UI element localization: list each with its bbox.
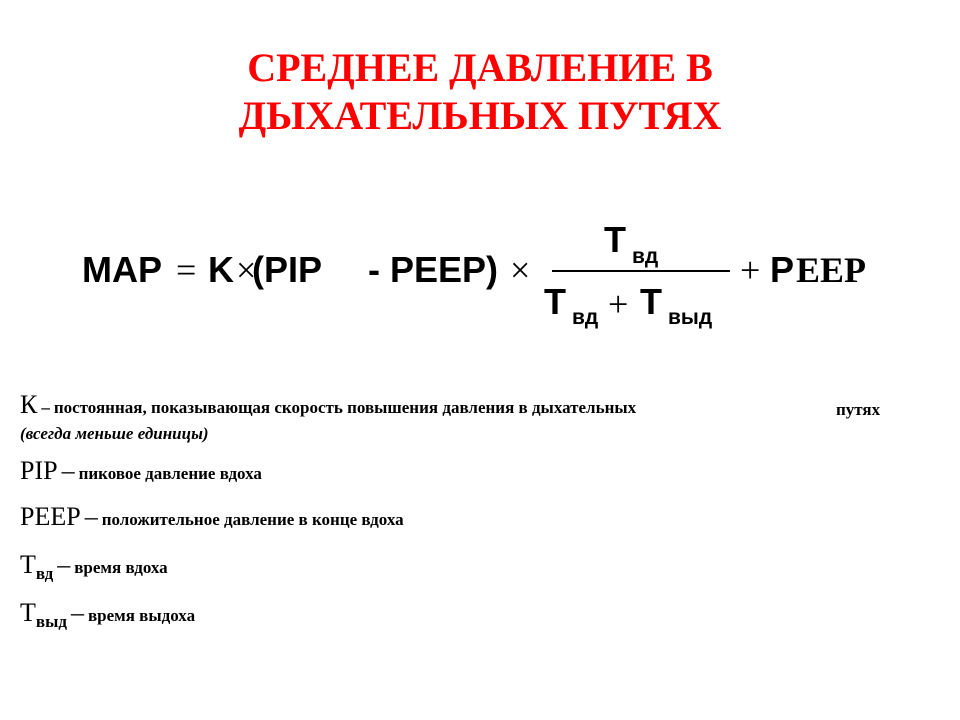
formula-plus: + [740, 250, 761, 290]
title-line-2: ДЫХАТЕЛЬНЫХ ПУТЯХ [238, 93, 722, 138]
legend-k [20, 390, 636, 420]
legend-t-inhale-desc: время вдоха [74, 558, 168, 577]
formula-times-1: × [236, 250, 257, 290]
legend-k-desc: постоянная, показывающая скорость повышения давления в дыхательных [53, 398, 637, 417]
legend-peep-symbol: PEEP [20, 502, 81, 531]
fraction-denominator-plus: + [608, 284, 629, 324]
formula-eep: EEP [796, 250, 867, 290]
formula-times-2: × [510, 250, 531, 290]
formula-peep: PEEP) [390, 249, 499, 290]
legend-t-inhale-dash: – [57, 550, 71, 579]
legend-k-note: (всегда меньше единицы) [20, 424, 209, 443]
formula-map: MAP [82, 249, 162, 290]
legend-peep [20, 502, 404, 532]
formula-equals: = [176, 250, 197, 290]
legend-pip-symbol: PIP [20, 456, 58, 485]
formula-minus: - [368, 249, 380, 290]
formula-k: K [208, 249, 234, 290]
legend-k-symbol: К [20, 390, 38, 419]
fraction-numerator-t: T [604, 219, 626, 260]
fraction-denominator-t2: T [640, 281, 662, 322]
legend-k-dash: – [41, 398, 50, 417]
legend-pip-desc: пиковое давление вдоха [78, 464, 262, 483]
legend-t-exhale-desc: время выдоха [87, 606, 196, 625]
fraction-denominator-t1-sub: вд [572, 306, 599, 329]
legend-k-end [836, 400, 880, 420]
formula-pip: (PIP [252, 249, 323, 290]
formula-p: P [770, 249, 795, 290]
legend-k-note-row [20, 424, 209, 444]
fraction-denominator-t2-sub: выд [668, 306, 713, 329]
legend-peep-dash: – [84, 502, 98, 531]
legend-t-inhale-sub: вд [35, 564, 54, 583]
legend-t-exhale [20, 598, 195, 632]
fraction-bar [552, 270, 730, 272]
legend-t-exhale-symbol: Т [20, 598, 36, 627]
legend-t-inhale [20, 550, 168, 584]
legend-k-desc-end: путях [836, 400, 881, 419]
title-line-1: СРЕДНЕЕ ДАВЛЕНИЕ В [247, 45, 713, 90]
legend-pip [20, 456, 262, 486]
legend-t-inhale-symbol: Т [20, 550, 36, 579]
fraction-numerator-sub: вд [632, 245, 659, 268]
fraction-denominator-t1: T [544, 281, 566, 322]
legend-pip-dash: – [61, 456, 75, 485]
legend-t-exhale-sub: выд [35, 612, 67, 631]
legend-t-exhale-dash: – [70, 598, 84, 627]
legend-peep-desc: положительное давление в конце вдоха [101, 510, 404, 529]
